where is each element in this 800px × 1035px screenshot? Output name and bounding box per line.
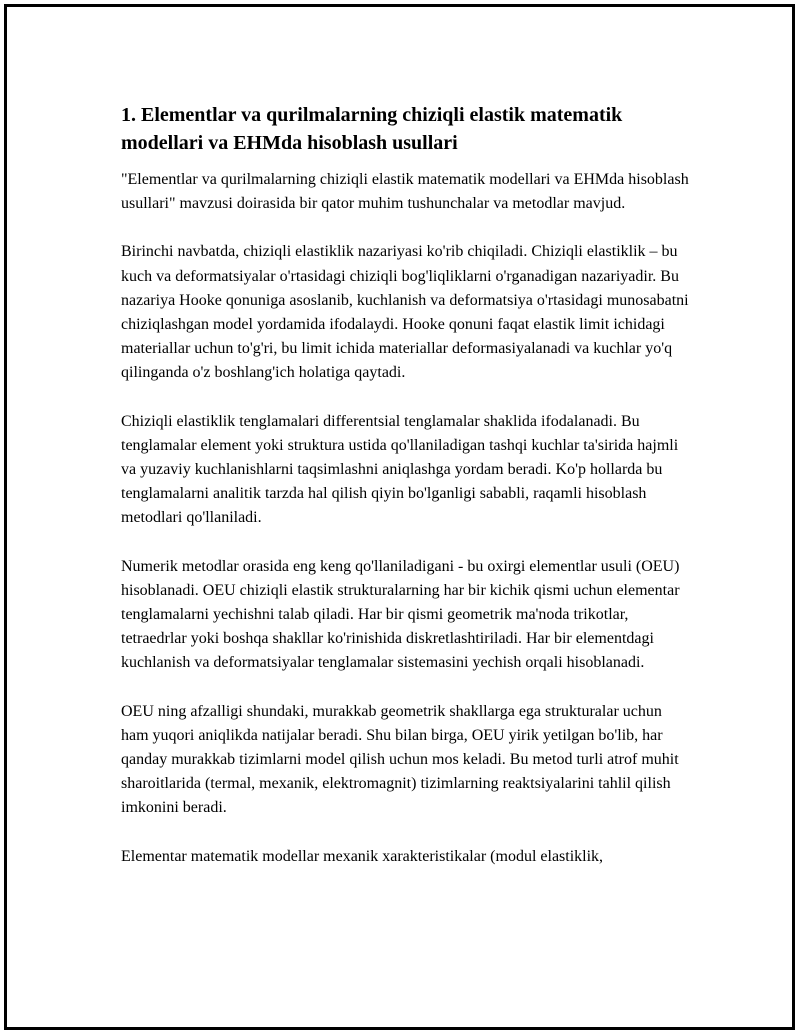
paragraph-elasticity-equations: Chiziqli elastiklik tenglamalari differentsial tenglamalar shaklida ifodalanadi. Bu tenglamalar element yoki struktura ustida qo'llaniladigan tashqi kuchlar ta'sirida hajmli va yuzaviy kuchlanishlarni taqsimlashni aniqlashga yordam beradi. Ko'p hollarda bu tenglamalarni analitik tarzda hal qilish qiyin bo'lganligi sababli, raqamli hisoblash metodlari qo'llaniladi. [121,412,679,527]
paragraph-numerical-methods: Numerik metodlar orasida eng keng qo'llaniladigani - bu oxirgi elementlar usuli (OEU) hisoblanadi. OEU chiziqli elastik strukturalarning har bir kichik qismi uchun elementar tenglamalarni yechishni talab qiladi. Har bir qismi geometrik ma'noda trikotlar, tetraedrlar yoki boshqa shakllar ko'rinishida diskretlashtiriladi. Har bir elementdagi kuchlanish va deformatsiyalar tenglamalar sistemasini yechish orqali hisoblanadi. [121,557,680,672]
paragraph-intro: "Elementlar va qurilmalarning chiziqli elastik matematik modellari va EHMda hisoblash usullari" mavzusi doirasida bir qator muhim tushunchalar va metodlar mavjud. [121,171,689,213]
paragraph-elementary-models: Elementar matematik modellar mexanik xarakteristikalar (modul elastiklik, [121,847,604,865]
document-title: 1. Elementlar va qurilmalarning chiziqli elastik matematik modellari va EHMda hisoblash usullari [121,104,623,154]
paragraph-linear-elasticity: Birinchi navbatda, chiziqli elastiklik nazariyasi ko'rib chiqiladi. Chiziqli elastiklik – bu kuch va deformatsiyalar o'rtasidagi chiziqli bog'liqliklarni o'rganadigan nazariyadir. Bu nazariya Hooke qonuniga asoslanib, kuchlanish va deformatsiya o'rtasidagi munosabatni chiziqlashgan model yordamida ifodalaydi. Hooke qonuni faqat elastik limit ichidagi materiallar uchun to'g'ri, bu limit ichida materiallar deformasiyalanadi va kuchlar yo'q qilinganda o'z boshlang'ich holatiga qaytadi. [121,243,689,382]
document-body [121,101,691,893]
page-frame [4,4,795,1030]
paragraph-oeu-advantages: OEU ning afzalligi shundaki, murakkab geometrik shakllarga ega strukturalar uchun ham yuqori aniqlikda natijalar beradi. Shu bilan birga, OEU yirik yetilgan bo'lib, har qanday murakkab tizimlarni model qilish uchun mos keladi. Bu metod turli atrof muhit sharoitlarida (termal, mexanik, elektromagnit) tizimlarning reaktsiyalarini tahlil qilish imkonini beradi. [121,702,679,817]
